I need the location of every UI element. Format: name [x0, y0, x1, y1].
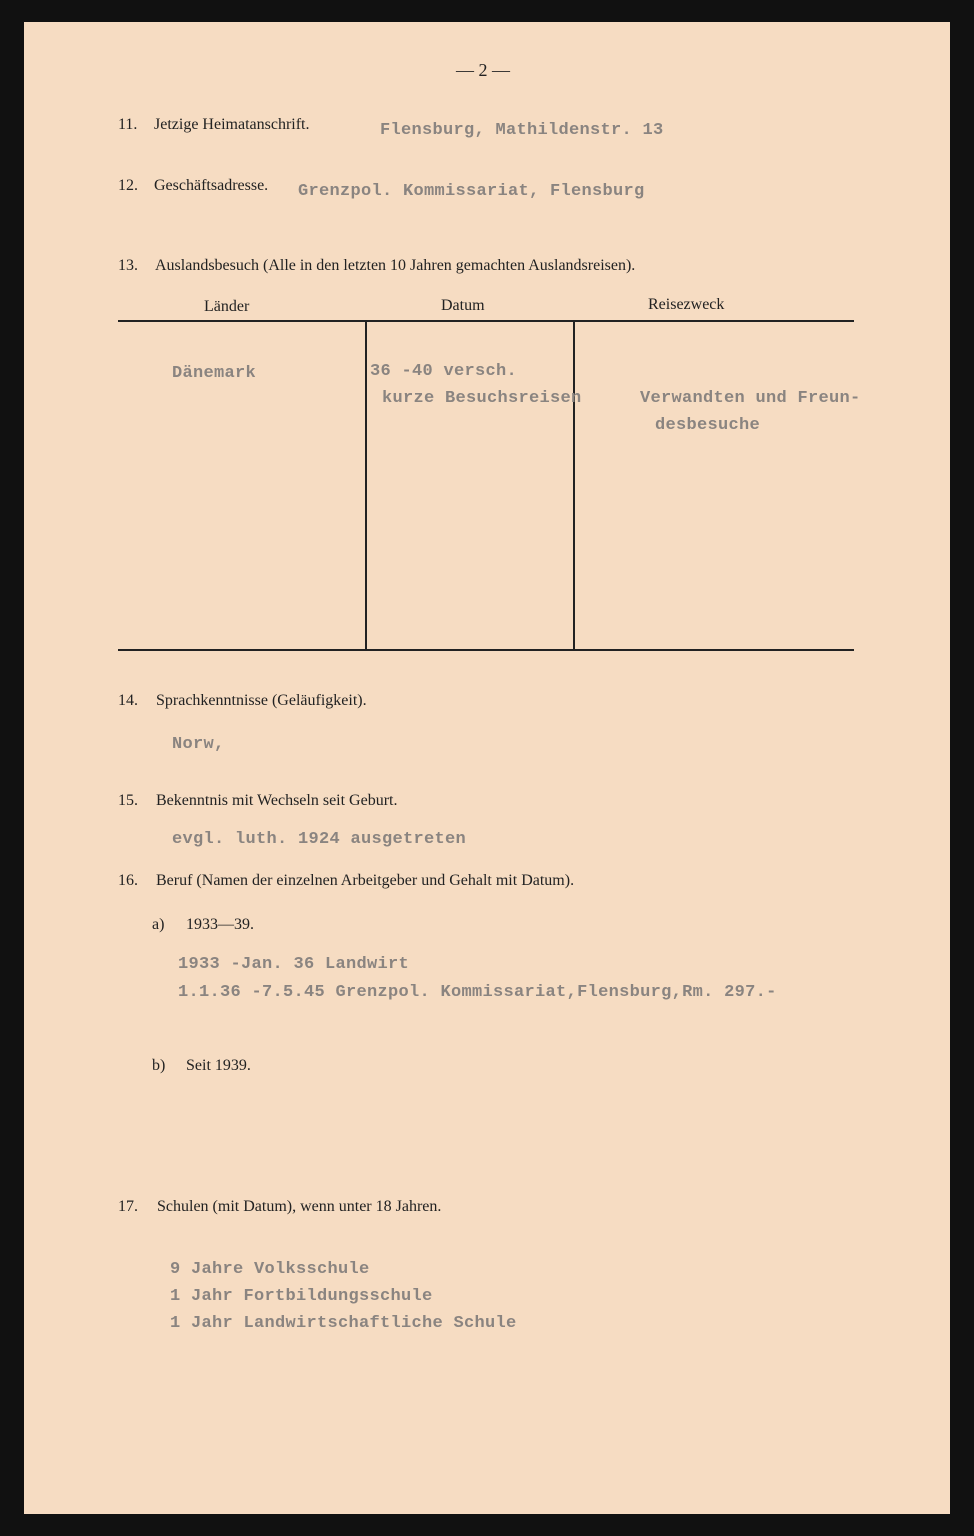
item-14-label: Sprachkenntnisse (Geläufigkeit).	[156, 692, 367, 709]
item-16a-marker: a)	[152, 916, 165, 933]
page-number: — 2 —	[456, 60, 510, 80]
item-14-value: Norw,	[172, 735, 225, 754]
item-15-value: evgl. luth. 1924 ausgetreten	[172, 830, 467, 849]
item-16-number: 16.	[118, 872, 138, 889]
item-12-value: Grenzpol. Kommissariat, Flensburg	[298, 182, 645, 201]
table-header-laender: Länder	[204, 298, 250, 315]
table-bottom-rule	[118, 649, 854, 651]
table-column-divider	[365, 322, 367, 649]
item-15-number: 15.	[118, 792, 138, 809]
table-header-reisezweck: Reisezweck	[648, 296, 725, 313]
item-16b-marker: b)	[152, 1057, 166, 1074]
item-17-value: 9 Jahre Volksschule	[170, 1260, 370, 1279]
item-16a-value: 1.1.36 -7.5.45 Grenzpol. Kommissariat,Flensburg,Rm. 297.-	[178, 983, 777, 1002]
item-16-label: Beruf (Namen der einzelnen Arbeitgeber und Gehalt mit Datum).	[156, 872, 575, 889]
item-11-label: Jetzige Heimatanschrift.	[154, 116, 310, 133]
table-cell-zweck-line1: Verwandten und Freun-	[640, 389, 861, 408]
item-17-label: Schulen (mit Datum), wenn unter 18 Jahren.	[157, 1198, 442, 1215]
item-16a-label: 1933—39.	[186, 916, 254, 933]
item-17-number: 17.	[118, 1198, 138, 1215]
item-17-value: 1 Jahr Landwirtschaftliche Schule	[170, 1314, 517, 1333]
table-cell-land: Dänemark	[172, 364, 257, 383]
item-14-number: 14.	[118, 692, 138, 709]
document-page	[24, 22, 950, 1514]
item-13-number: 13.	[118, 257, 138, 274]
item-16b-label: Seit 1939.	[186, 1057, 251, 1074]
item-11-number: 11.	[118, 116, 138, 133]
table-cell-datum-line1: 36 -40 versch.	[370, 362, 518, 381]
table-cell-datum-line2: kurze Besuchsreisen	[382, 389, 582, 408]
item-11-value: Flensburg, Mathildenstr. 13	[380, 121, 664, 140]
item-13-label: Auslandsbesuch (Alle in den letzten 10 Jahren gemachten Auslandsreisen).	[155, 257, 636, 274]
table-header-datum: Datum	[441, 297, 485, 314]
item-15-label: Bekenntnis mit Wechseln seit Geburt.	[156, 792, 398, 809]
item-16a-value: 1933 -Jan. 36 Landwirt	[178, 955, 410, 974]
item-17-value: 1 Jahr Fortbildungsschule	[170, 1287, 433, 1306]
table-column-divider	[573, 322, 575, 649]
item-12-label: Geschäftsadresse.	[154, 177, 269, 194]
table-cell-zweck-line2: desbesuche	[655, 416, 761, 435]
table-top-rule	[118, 320, 854, 322]
item-12-number: 12.	[118, 177, 138, 194]
